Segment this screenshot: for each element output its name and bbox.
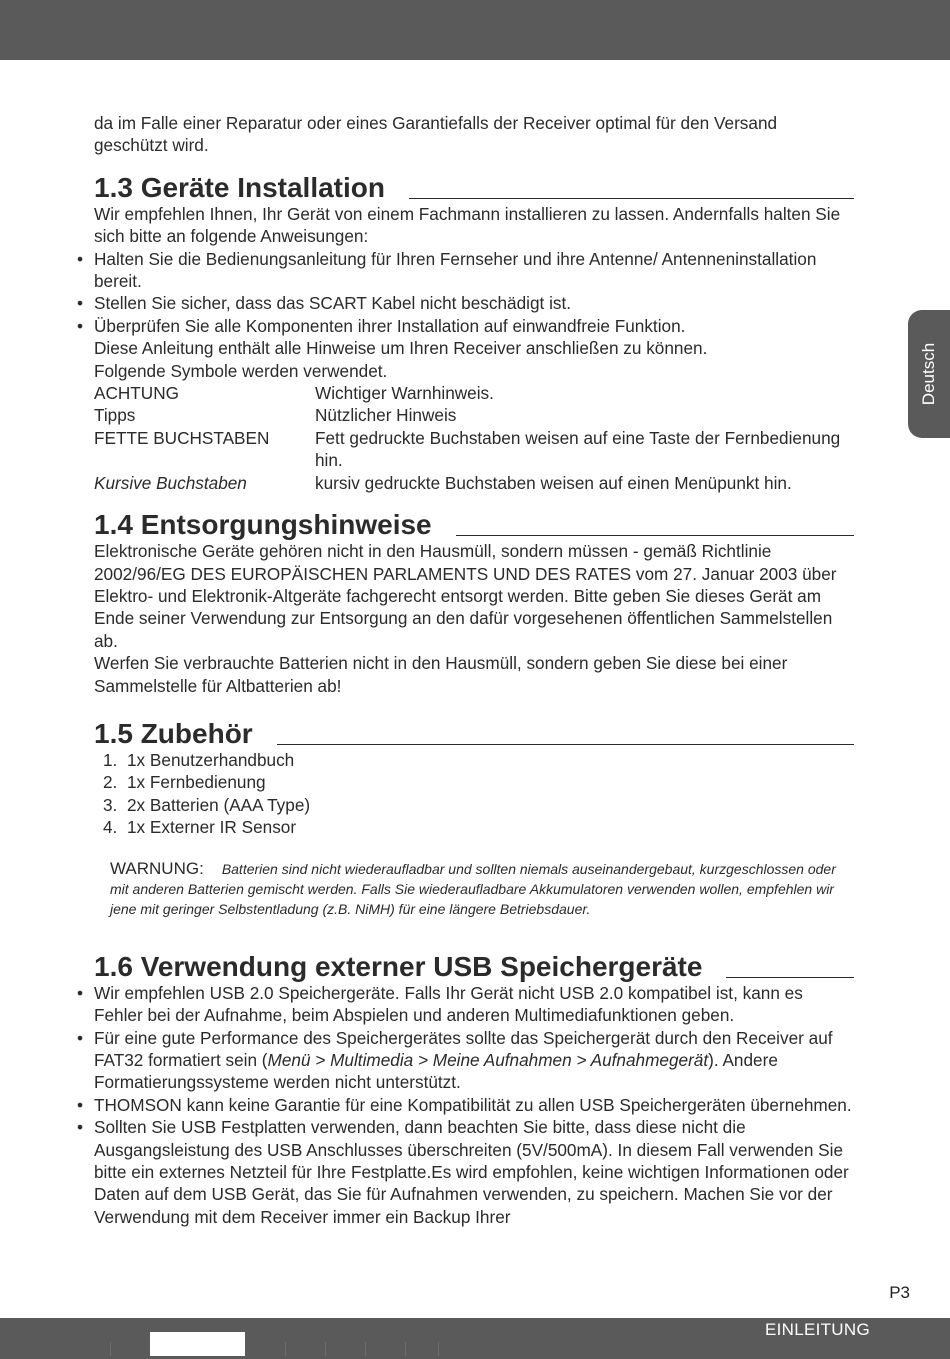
warning-text: Batterien sind nicht wiederaufladbar und sollten niemals auseinandergebaut, kurzgeschlossen oder mit anderen Batterien gemischt werden. Falls Sie wiederaufladbare Akkumulatoren verwenden wollen, empfehlen wir jene mit geringer Selbstentladung (z.B. NiMH) für eine längere Betriebsdauer. (110, 860, 836, 918)
list-text: 1x Externer IR Sensor (127, 817, 297, 838)
symbol-desc: Wichtiger Warnhinweis. (315, 383, 494, 404)
list-item (94, 1027, 854, 1094)
menu-path: Menü > Multimedia > Meine Aufnahmen > Aufnahmegerät (267, 1050, 709, 1070)
symbol-table (94, 382, 854, 494)
page-number: P3 (889, 1283, 910, 1302)
list-item: • Überprüfen Sie alle Komponenten ihrer Installation auf einwandfreie Funktion. (94, 315, 854, 337)
heading-1-6-text: 1.6 Verwendung externer USB Speichergeräte (94, 950, 703, 982)
symbol-term: FETTE BUCHSTABEN (94, 427, 270, 448)
text-fragment: ). Andere Formatierungssysteme werden nicht unterstützt. (94, 1050, 778, 1093)
language-tab-label: Deutsch (919, 342, 938, 406)
warning-label: WARNUNG: (110, 858, 204, 878)
heading-1-5-text: 1.5 Zubehör (94, 717, 253, 749)
chapter-label: EINLEITUNG (764, 1320, 870, 1339)
list-text: 1x Fernbedienung (127, 772, 266, 793)
footer-tick (110, 1342, 111, 1356)
symbol-desc: kursiv gedruckte Buchstaben weisen auf einen Menüpunkt hin. (315, 472, 792, 493)
heading-1-4 (94, 510, 854, 540)
symbol-term: ACHTUNG (94, 383, 179, 404)
footer-tick (285, 1342, 286, 1356)
heading-1-4-text: 1.4 Entsorgungshinweise (94, 509, 432, 541)
list-item (94, 794, 854, 816)
heading-rule (456, 535, 854, 536)
symbol-term: Kursive Buchstaben (94, 472, 247, 493)
footer-tick (325, 1342, 326, 1356)
list-item: • Halten Sie die Bedienungsanleitung für Ihren Fernseher und ihre Antenne/ Antenneninstallation bereit. (94, 248, 854, 293)
symbol-desc: Nützlicher Hinweis (315, 405, 457, 426)
list-number: 4. (103, 817, 118, 838)
sec13-bullet-list (94, 248, 854, 338)
list-text: 1x Benutzerhandbuch (127, 749, 295, 770)
sec13-after-1: Diese Anleitung enthält alle Hinweise um Ihren Receiver anschließen zu können. (94, 338, 708, 359)
symbol-desc: Fett gedruckte Buchstaben weisen auf eine Taste der Fernbedienung hin. (315, 427, 841, 471)
list-number: 3. (103, 794, 118, 815)
heading-rule (726, 977, 854, 978)
footer-tick (438, 1342, 439, 1356)
intro-paragraph: da im Falle einer Reparatur oder eines Garantiefalls der Receiver optimal für den Versand geschützt wird. (94, 113, 778, 156)
sec16-bullet-list (94, 982, 854, 1228)
sec14-paragraph-1: Elektronische Geräte gehören nicht in den Hausmüll, sondern müssen - gemäß Richtlinie 2002/96/EG DES EUROPÄISCHEN PARLAMENTS UND DES RATES vom 27. Januar 2003 über Elektro- und Elektronik-Altgeräte fachgerecht entsorgt werden. Bitte geben Sie dieses Gerät am Ende seiner Verwendung zur Entsorgung an den dafür vorgesehenen öffentlichen Sammelstellen ab. (94, 541, 837, 651)
heading-rule (409, 198, 854, 199)
list-text: 2x Batterien (AAA Type) (127, 794, 311, 815)
heading-1-5 (94, 719, 854, 749)
list-number: 1. (103, 749, 118, 770)
symbol-term: Tipps (94, 405, 136, 426)
heading-1-3-text: 1.3 Geräte Installation (94, 171, 385, 203)
list-item: • Wir empfehlen USB 2.0 Speichergeräte. Falls Ihr Gerät nicht USB 2.0 kompatibel ist, kann es Fehler bei der Aufnahme, beim Abspielen und anderen Multimediafunktionen geben. (94, 982, 854, 1027)
list-item (94, 771, 854, 793)
footer-highlight (150, 1332, 245, 1356)
list-item (94, 816, 854, 838)
footer-bar (0, 1318, 950, 1359)
footer-tick (405, 1342, 406, 1356)
list-item: • Stellen Sie sicher, dass das SCART Kabel nicht beschädigt ist. (94, 292, 854, 314)
list-item: • Sollten Sie USB Festplatten verwenden, dann beachten Sie bitte, dass diese nicht die Ausgangsleistung des USB Anschlusses überschreiten (5V/500mA). In diesem Fall verwenden Sie bitte ein externes Netzteil für Ihre Festplatte.Es wird empfohlen, keine wichtigen Informationen oder Daten auf dem USB Gerät, das Sie für Aufnahmen verwenden, zu speichern. Machen Sie vor der Verwendung mit dem Receiver immer ein Backup Ihrer (94, 1116, 854, 1228)
page-content (94, 112, 854, 1228)
accessory-list (94, 749, 854, 839)
battery-warning (110, 859, 854, 920)
text-fragment: Für eine gute Performance des Speichergerätes sollte das Speichergerät durch den Receiver auf FAT32 formatiert sein ( (94, 1027, 833, 1070)
list-item (94, 749, 854, 771)
heading-rule (277, 744, 854, 745)
heading-1-6 (94, 952, 854, 982)
list-item: • THOMSON kann keine Garantie für eine Kompatibilität zu allen USB Speichergeräten übernehmen. (94, 1094, 854, 1116)
header-bar (0, 0, 950, 60)
sec13-intro: Wir empfehlen Ihnen, Ihr Gerät von einem Fachmann installieren zu lassen. Andernfalls halten Sie sich bitte an folgende Anweisungen: (94, 203, 841, 247)
sec13-after-2: Folgende Symbole werden verwendet. (94, 360, 388, 381)
sec14-paragraph-2: Werfen Sie verbrauchte Batterien nicht in den Hausmüll, sondern geben Sie diese bei einer Sammelstelle für Altbatterien ab! (94, 653, 788, 696)
footer-tick (365, 1342, 366, 1356)
language-tab (908, 310, 950, 438)
list-number: 2. (103, 772, 118, 793)
heading-1-3 (94, 173, 854, 203)
